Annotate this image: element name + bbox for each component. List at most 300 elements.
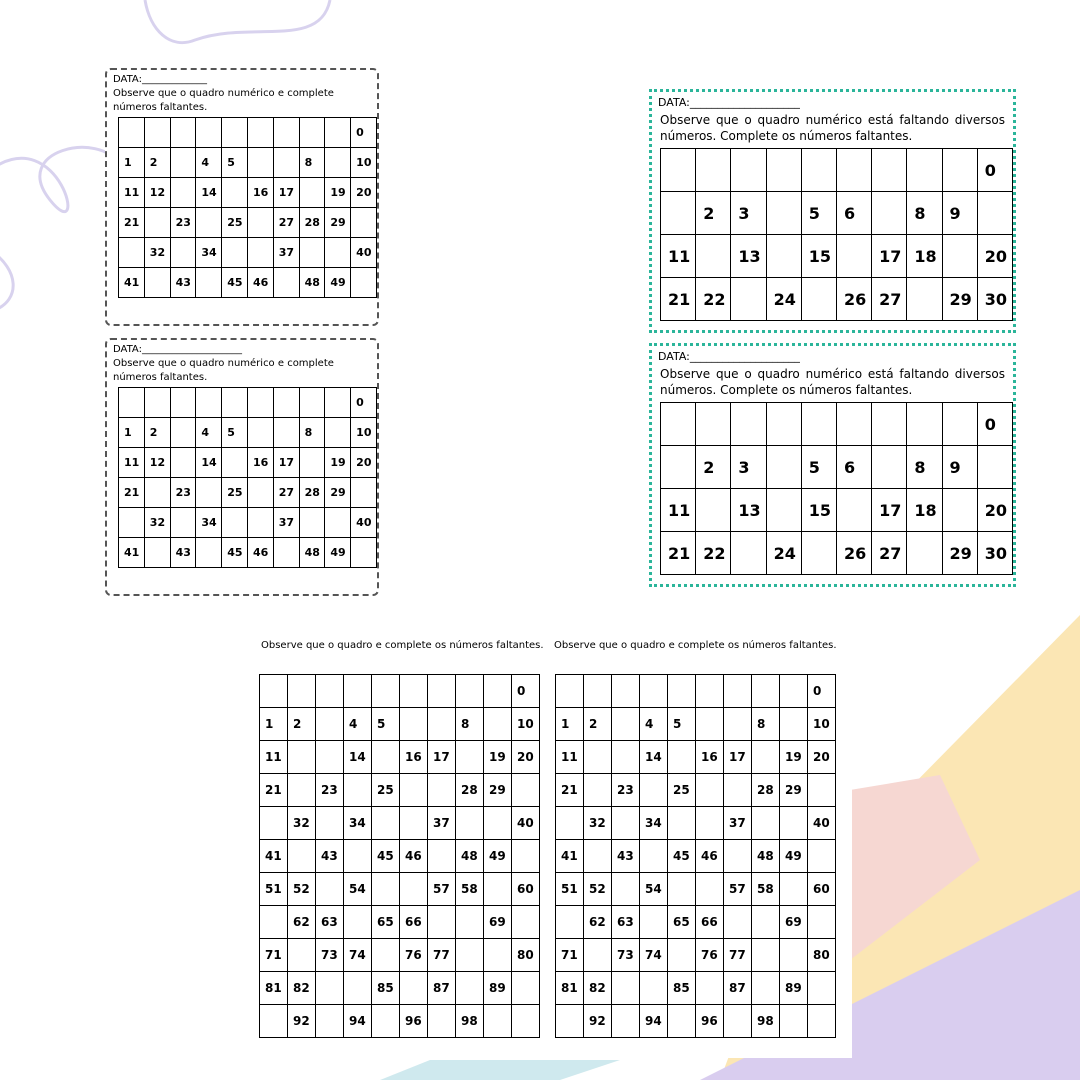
blank-cell[interactable] [612, 741, 640, 774]
grid-row [260, 807, 540, 840]
blank-cell[interactable] [372, 807, 400, 840]
grid-row [556, 807, 836, 840]
number-cell: 45 [222, 268, 248, 298]
number-cell: 12 [144, 448, 170, 478]
blank-cell[interactable] [170, 448, 196, 478]
number-cell: 11 [661, 489, 696, 532]
number-cell: 8 [299, 148, 325, 178]
blank-cell[interactable] [661, 149, 696, 192]
blank-cell[interactable] [942, 403, 977, 446]
number-cell: 40 [512, 807, 540, 840]
blank-cell[interactable] [612, 1005, 640, 1038]
blank-cell[interactable] [316, 675, 344, 708]
blank-cell[interactable] [661, 403, 696, 446]
blank-cell[interactable] [907, 532, 942, 575]
blank-cell[interactable] [668, 675, 696, 708]
blank-cell[interactable] [428, 675, 456, 708]
blank-cell[interactable] [556, 906, 584, 939]
blank-cell[interactable] [288, 840, 316, 873]
grid-row [119, 448, 377, 478]
blank-cell[interactable] [196, 538, 222, 568]
blank-cell[interactable] [247, 148, 273, 178]
blank-cell[interactable] [668, 873, 696, 906]
blank-cell[interactable] [325, 418, 351, 448]
number-cell: 49 [780, 840, 808, 873]
blank-cell[interactable] [766, 489, 801, 532]
blank-cell[interactable] [144, 388, 170, 418]
blank-cell[interactable] [273, 148, 299, 178]
blank-cell[interactable] [640, 675, 668, 708]
blank-cell[interactable] [351, 538, 377, 568]
blank-cell[interactable] [260, 807, 288, 840]
grid-row [260, 708, 540, 741]
number-cell: 1 [119, 418, 145, 448]
blank-cell[interactable] [808, 774, 836, 807]
number-cell: 32 [144, 508, 170, 538]
blank-cell[interactable] [836, 235, 871, 278]
blank-cell[interactable] [836, 149, 871, 192]
blank-cell[interactable] [766, 149, 801, 192]
blank-cell[interactable] [260, 1005, 288, 1038]
blank-cell[interactable] [752, 972, 780, 1005]
blank-cell[interactable] [801, 403, 836, 446]
number-cell: 2 [696, 192, 731, 235]
blank-cell[interactable] [556, 1005, 584, 1038]
blank-cell[interactable] [512, 1005, 540, 1038]
blank-cell[interactable] [942, 235, 977, 278]
blank-cell[interactable] [696, 675, 724, 708]
number-cell: 82 [584, 972, 612, 1005]
blank-cell[interactable] [351, 208, 377, 238]
date-label: DATA:____________________ [658, 96, 800, 109]
number-cell: 60 [512, 873, 540, 906]
blank-cell[interactable] [808, 840, 836, 873]
blank-cell[interactable] [119, 238, 145, 268]
blank-cell[interactable] [316, 807, 344, 840]
grid-row [556, 1005, 836, 1038]
blank-cell[interactable] [400, 708, 428, 741]
blank-cell[interactable] [428, 906, 456, 939]
number-cell: 2 [144, 418, 170, 448]
blank-cell[interactable] [696, 774, 724, 807]
blank-cell[interactable] [752, 939, 780, 972]
blank-cell[interactable] [247, 478, 273, 508]
blank-cell[interactable] [222, 118, 248, 148]
number-cell: 22 [696, 278, 731, 321]
date-label: DATA:____________________ [113, 344, 242, 355]
blank-cell[interactable] [780, 1005, 808, 1038]
blank-cell[interactable] [299, 508, 325, 538]
number-cell: 10 [351, 148, 377, 178]
number-cell: 8 [456, 708, 484, 741]
blank-cell[interactable] [247, 418, 273, 448]
number-cell: 51 [556, 873, 584, 906]
blank-cell[interactable] [344, 906, 372, 939]
blank-cell[interactable] [872, 446, 907, 489]
number-cell: 25 [222, 208, 248, 238]
number-cell: 63 [612, 906, 640, 939]
grid-row [661, 403, 1013, 446]
blank-cell[interactable] [872, 149, 907, 192]
blank-cell[interactable] [942, 489, 977, 532]
blank-cell[interactable] [696, 708, 724, 741]
blank-cell[interactable] [907, 149, 942, 192]
blank-cell[interactable] [731, 532, 766, 575]
blank-cell[interactable] [144, 118, 170, 148]
blank-cell[interactable] [731, 403, 766, 446]
blank-cell[interactable] [316, 972, 344, 1005]
number-cell: 14 [640, 741, 668, 774]
blank-cell[interactable] [977, 192, 1012, 235]
number-cell: 41 [556, 840, 584, 873]
blank-cell[interactable] [752, 675, 780, 708]
number-cell: 65 [668, 906, 696, 939]
blank-cell[interactable] [222, 388, 248, 418]
blank-cell[interactable] [724, 906, 752, 939]
blank-cell[interactable] [484, 675, 512, 708]
blank-cell[interactable] [247, 508, 273, 538]
blank-cell[interactable] [372, 873, 400, 906]
number-cell: 49 [325, 538, 351, 568]
number-cell: 63 [316, 906, 344, 939]
date-label: DATA:_____________ [113, 74, 207, 85]
blank-cell[interactable] [584, 774, 612, 807]
number-cell: 37 [724, 807, 752, 840]
blank-cell[interactable] [260, 906, 288, 939]
blank-cell[interactable] [428, 708, 456, 741]
blank-cell[interactable] [977, 446, 1012, 489]
number-cell: 66 [696, 906, 724, 939]
blank-cell[interactable] [512, 774, 540, 807]
blank-cell[interactable] [196, 388, 222, 418]
number-cell: 17 [273, 448, 299, 478]
number-cell: 45 [668, 840, 696, 873]
blank-cell[interactable] [724, 675, 752, 708]
blank-cell[interactable] [170, 388, 196, 418]
blank-cell[interactable] [316, 708, 344, 741]
number-cell: 22 [696, 532, 731, 575]
blank-cell[interactable] [696, 807, 724, 840]
number-cell: 17 [273, 178, 299, 208]
blank-cell[interactable] [170, 418, 196, 448]
blank-cell[interactable] [836, 489, 871, 532]
blank-cell[interactable] [612, 972, 640, 1005]
blank-cell[interactable] [584, 840, 612, 873]
blank-cell[interactable] [196, 268, 222, 298]
blank-cell[interactable] [372, 741, 400, 774]
blank-cell[interactable] [288, 774, 316, 807]
number-cell: 11 [260, 741, 288, 774]
blank-cell[interactable] [316, 1005, 344, 1038]
number-cell: 73 [316, 939, 344, 972]
number-cell: 45 [372, 840, 400, 873]
blank-cell[interactable] [144, 538, 170, 568]
blank-cell[interactable] [640, 906, 668, 939]
blank-cell[interactable] [612, 873, 640, 906]
blank-cell[interactable] [801, 149, 836, 192]
blank-cell[interactable] [724, 708, 752, 741]
blank-cell[interactable] [640, 774, 668, 807]
blank-cell[interactable] [273, 118, 299, 148]
blank-cell[interactable] [456, 972, 484, 1005]
number-grid [259, 674, 540, 1038]
blank-cell[interactable] [196, 118, 222, 148]
number-cell: 24 [766, 532, 801, 575]
blank-cell[interactable] [428, 774, 456, 807]
blank-cell[interactable] [780, 675, 808, 708]
blank-cell[interactable] [456, 807, 484, 840]
blank-cell[interactable] [780, 939, 808, 972]
blank-cell[interactable] [801, 278, 836, 321]
blank-cell[interactable] [273, 538, 299, 568]
blank-cell[interactable] [170, 238, 196, 268]
blank-cell[interactable] [640, 972, 668, 1005]
number-cell: 13 [731, 489, 766, 532]
blank-cell[interactable] [780, 807, 808, 840]
blank-cell[interactable] [299, 388, 325, 418]
blank-cell[interactable] [288, 939, 316, 972]
number-cell: 0 [351, 118, 377, 148]
blank-cell[interactable] [196, 478, 222, 508]
number-cell: 98 [456, 1005, 484, 1038]
blank-cell[interactable] [484, 708, 512, 741]
blank-cell[interactable] [724, 774, 752, 807]
number-cell: 21 [661, 278, 696, 321]
blank-cell[interactable] [316, 741, 344, 774]
number-cell: 94 [640, 1005, 668, 1038]
blank-cell[interactable] [668, 1005, 696, 1038]
blank-cell[interactable] [273, 388, 299, 418]
blank-cell[interactable] [299, 178, 325, 208]
blank-cell[interactable] [766, 403, 801, 446]
blank-cell[interactable] [400, 774, 428, 807]
blank-cell[interactable] [170, 178, 196, 208]
blank-cell[interactable] [612, 675, 640, 708]
number-grid [660, 402, 1013, 575]
blank-cell[interactable] [766, 235, 801, 278]
number-cell: 40 [351, 508, 377, 538]
blank-cell[interactable] [731, 278, 766, 321]
number-cell: 29 [780, 774, 808, 807]
blank-cell[interactable] [144, 478, 170, 508]
blank-cell[interactable] [724, 840, 752, 873]
blank-cell[interactable] [556, 807, 584, 840]
blank-cell[interactable] [724, 1005, 752, 1038]
blank-cell[interactable] [766, 192, 801, 235]
number-cell: 18 [907, 489, 942, 532]
number-cell: 20 [977, 235, 1012, 278]
blank-cell[interactable] [400, 807, 428, 840]
blank-cell[interactable] [428, 840, 456, 873]
blank-cell[interactable] [872, 403, 907, 446]
blank-cell[interactable] [766, 446, 801, 489]
caption-right: Observe que o quadro e complete os números faltantes. [554, 640, 837, 651]
blank-cell[interactable] [299, 118, 325, 148]
blank-cell[interactable] [661, 192, 696, 235]
blank-cell[interactable] [222, 508, 248, 538]
number-cell: 76 [400, 939, 428, 972]
blank-cell[interactable] [668, 939, 696, 972]
blank-cell[interactable] [907, 403, 942, 446]
blank-cell[interactable] [222, 238, 248, 268]
blank-cell[interactable] [780, 873, 808, 906]
blank-cell[interactable] [144, 208, 170, 238]
blank-cell[interactable] [696, 403, 731, 446]
blank-cell[interactable] [696, 489, 731, 532]
blank-cell[interactable] [372, 939, 400, 972]
number-cell: 62 [584, 906, 612, 939]
grid-row [119, 148, 377, 178]
blank-cell[interactable] [372, 1005, 400, 1038]
blank-cell[interactable] [584, 741, 612, 774]
blank-cell[interactable] [942, 149, 977, 192]
number-cell: 89 [484, 972, 512, 1005]
blank-cell[interactable] [752, 807, 780, 840]
blank-cell[interactable] [808, 1005, 836, 1038]
blank-cell[interactable] [351, 268, 377, 298]
blank-cell[interactable] [299, 448, 325, 478]
caption-left: Observe que o quadro e complete os números faltantes. [261, 640, 544, 651]
blank-cell[interactable] [288, 675, 316, 708]
blank-cell[interactable] [170, 118, 196, 148]
blank-cell[interactable] [400, 972, 428, 1005]
number-cell: 43 [170, 538, 196, 568]
blank-cell[interactable] [299, 238, 325, 268]
blank-cell[interactable] [484, 1005, 512, 1038]
blank-cell[interactable] [325, 148, 351, 178]
blank-cell[interactable] [119, 118, 145, 148]
number-cell: 51 [260, 873, 288, 906]
blank-cell[interactable] [808, 972, 836, 1005]
blank-cell[interactable] [512, 906, 540, 939]
number-cell: 87 [724, 972, 752, 1005]
blank-cell[interactable] [273, 418, 299, 448]
number-cell: 92 [584, 1005, 612, 1038]
blank-cell[interactable] [556, 675, 584, 708]
blank-cell[interactable] [668, 741, 696, 774]
blank-cell[interactable] [344, 840, 372, 873]
blank-cell[interactable] [222, 448, 248, 478]
blank-cell[interactable] [400, 675, 428, 708]
blank-cell[interactable] [119, 508, 145, 538]
blank-cell[interactable] [872, 192, 907, 235]
number-cell: 71 [260, 939, 288, 972]
blank-cell[interactable] [247, 388, 273, 418]
blank-cell[interactable] [696, 972, 724, 1005]
number-cell: 28 [456, 774, 484, 807]
blank-cell[interactable] [584, 939, 612, 972]
blank-cell[interactable] [752, 741, 780, 774]
number-cell: 49 [484, 840, 512, 873]
blank-cell[interactable] [484, 939, 512, 972]
blank-cell[interactable] [316, 873, 344, 906]
blank-cell[interactable] [584, 675, 612, 708]
blank-cell[interactable] [640, 840, 668, 873]
number-cell: 9 [942, 446, 977, 489]
blank-cell[interactable] [260, 675, 288, 708]
number-cell: 29 [325, 478, 351, 508]
number-cell: 87 [428, 972, 456, 1005]
grid-row [661, 278, 1013, 321]
blank-cell[interactable] [801, 532, 836, 575]
blank-cell[interactable] [696, 235, 731, 278]
blank-cell[interactable] [344, 972, 372, 1005]
grid-row [119, 238, 377, 268]
grid-row [260, 873, 540, 906]
blank-cell[interactable] [780, 708, 808, 741]
blank-cell[interactable] [325, 388, 351, 418]
blank-cell[interactable] [907, 278, 942, 321]
number-cell: 18 [907, 235, 942, 278]
blank-cell[interactable] [512, 972, 540, 1005]
number-cell: 24 [766, 278, 801, 321]
blank-cell[interactable] [456, 741, 484, 774]
blank-cell[interactable] [372, 675, 400, 708]
blank-cell[interactable] [731, 149, 766, 192]
number-cell: 74 [344, 939, 372, 972]
blank-cell[interactable] [612, 708, 640, 741]
blank-cell[interactable] [170, 148, 196, 178]
blank-cell[interactable] [170, 508, 196, 538]
grid-row [119, 478, 377, 508]
blank-cell[interactable] [484, 807, 512, 840]
blank-cell[interactable] [247, 118, 273, 148]
blank-cell[interactable] [668, 807, 696, 840]
blank-cell[interactable] [612, 807, 640, 840]
blank-cell[interactable] [808, 906, 836, 939]
number-cell: 5 [668, 708, 696, 741]
blank-cell[interactable] [222, 178, 248, 208]
blank-cell[interactable] [512, 840, 540, 873]
blank-cell[interactable] [247, 208, 273, 238]
blank-cell[interactable] [273, 268, 299, 298]
blank-cell[interactable] [119, 388, 145, 418]
blank-cell[interactable] [344, 675, 372, 708]
blank-cell[interactable] [325, 238, 351, 268]
blank-cell[interactable] [247, 238, 273, 268]
blank-cell[interactable] [836, 403, 871, 446]
blank-cell[interactable] [428, 1005, 456, 1038]
number-cell: 2 [288, 708, 316, 741]
blank-cell[interactable] [325, 508, 351, 538]
blank-cell[interactable] [400, 873, 428, 906]
blank-cell[interactable] [325, 118, 351, 148]
number-cell: 19 [484, 741, 512, 774]
grid-row [119, 178, 377, 208]
blank-cell[interactable] [696, 149, 731, 192]
worksheet-card-teal-2 [649, 343, 1016, 587]
number-cell: 81 [260, 972, 288, 1005]
blank-cell[interactable] [144, 268, 170, 298]
number-cell: 46 [247, 268, 273, 298]
grid-row [556, 873, 836, 906]
blank-cell[interactable] [456, 939, 484, 972]
blank-cell[interactable] [484, 873, 512, 906]
blank-cell[interactable] [344, 774, 372, 807]
number-cell: 3 [731, 446, 766, 489]
blank-cell[interactable] [696, 873, 724, 906]
number-cell: 28 [299, 478, 325, 508]
blank-cell[interactable] [661, 446, 696, 489]
number-cell: 16 [696, 741, 724, 774]
blank-cell[interactable] [752, 906, 780, 939]
blank-cell[interactable] [196, 208, 222, 238]
blank-cell[interactable] [351, 478, 377, 508]
blank-cell[interactable] [456, 906, 484, 939]
number-cell: 27 [872, 532, 907, 575]
blank-cell[interactable] [456, 675, 484, 708]
blank-cell[interactable] [288, 741, 316, 774]
